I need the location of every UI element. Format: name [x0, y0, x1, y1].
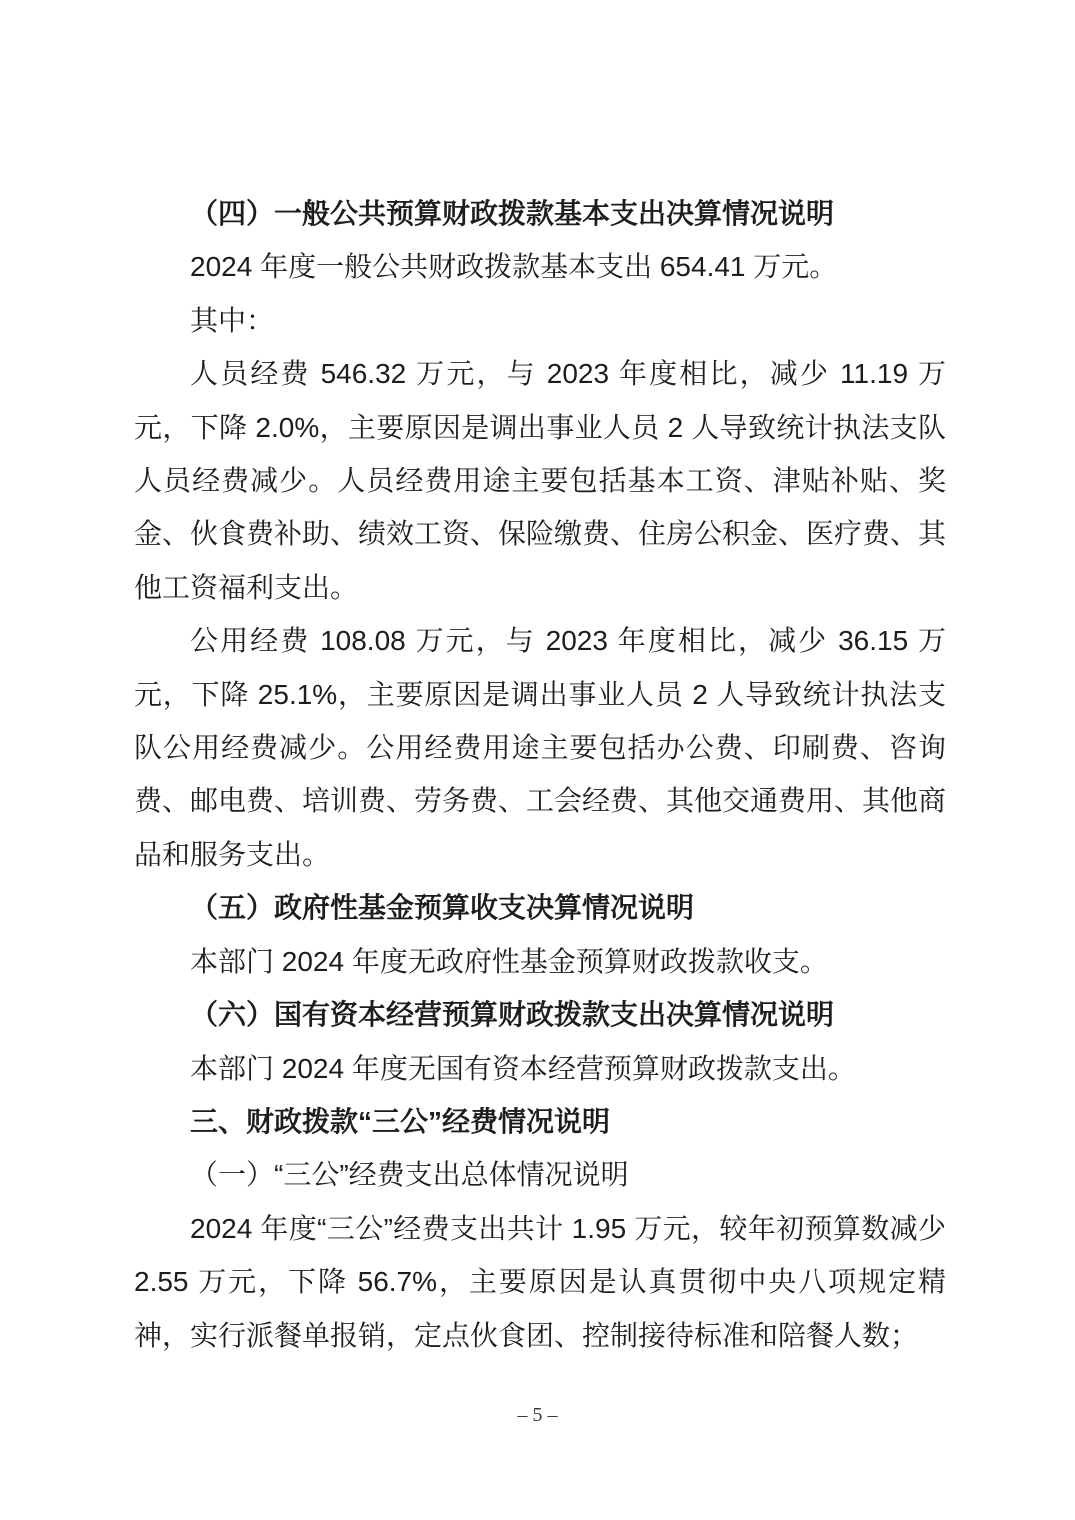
subsection-heading-one: （一）“三公”经费支出总体情况说明: [190, 1159, 629, 1191]
para-no-government-fund: 本部门 2024 年度无政府性基金预算财政拨款收支。: [190, 945, 828, 977]
page-number: – 5 –: [517, 1404, 558, 1426]
section-heading-six: （六）国有资本经营预算财政拨款支出决算情况说明: [190, 999, 835, 1031]
para-among-which: 其中：: [190, 304, 275, 336]
para-three-public-expenses-total: 2024 年度“三公”经费支出共计 1.95 万元，较年初预算数减少 2.55 万元，下降 56.7%，主要原因是认真贯彻中央八项规定精神，实行派餐单报销，定点伙食团、控制接待标准和陪餐人数；: [134, 1212, 946, 1351]
para-public-expenses: 公用经费 108.08 万元，与 2023 年度相比，减少 36.15 万元，下降 25.1%，主要原因是调出事业人员 2 人导致统计执法支队公用经费减少。公用经费用途主要包括办公费、印刷费、咨询费、邮电费、培训费、劳务费、工会经费、其他交通费用、其他商品和服务支出。: [134, 625, 947, 870]
section-heading-four: （四）一般公共预算财政拨款基本支出决算情况说明: [190, 198, 835, 229]
para-personnel-expenses: 人员经费 546.32 万元，与 2023 年度相比，减少 11.19 万元，下降 2.0%，主要原因是调出事业人员 2 人导致统计执法支队人员经费减少。人员经费用途主要包括基本工资、津贴补贴、奖金、伙食费补助、绩效工资、保险缴费、住房公积金、医疗费、其他工资福利支出。: [134, 358, 947, 603]
chapter-heading-three: 三、财政拨款“三公”经费情况说明: [190, 1105, 611, 1137]
section-heading-five: （五）政府性基金预算收支决算情况说明: [190, 892, 695, 924]
para-no-state-capital: 本部门 2024 年度无国有资本经营预算财政拨款支出。: [190, 1052, 856, 1084]
document-text-block: [134, 187, 946, 1362]
para-basic-expenditure-total: 2024 年度一般公共财政拨款基本支出 654.41 万元。: [190, 251, 838, 283]
